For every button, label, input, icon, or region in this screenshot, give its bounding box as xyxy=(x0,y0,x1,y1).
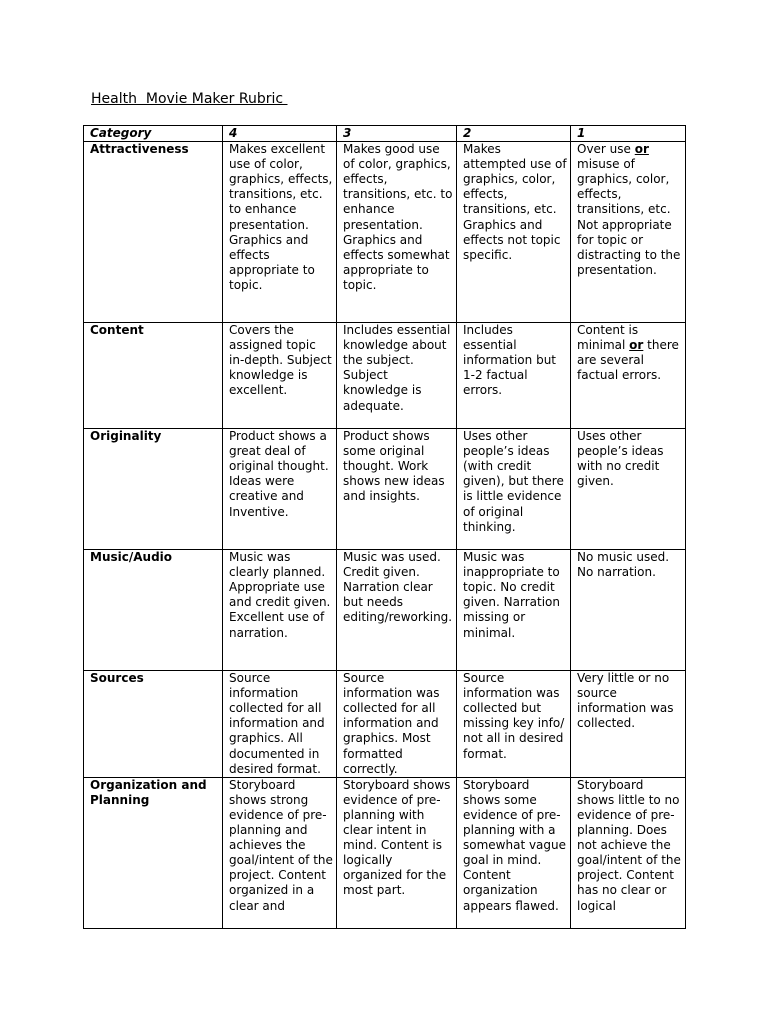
category-originality: Originality xyxy=(84,429,223,550)
category-attractiveness: Attractiveness xyxy=(84,142,223,323)
row-sources xyxy=(84,671,686,778)
cell-originality-4: Product shows a great deal of original thought. Ideas were creative and Inventive. xyxy=(223,429,337,550)
cell-originality-3: Product shows some original thought. Work shows new ideas and insights. xyxy=(337,429,457,550)
category-music-audio: Music/Audio xyxy=(84,550,223,671)
row-organization-planning xyxy=(84,777,686,928)
cell-content-3: Includes essential knowledge about the subject. Subject knowledge is adequate. xyxy=(337,323,457,429)
cell-music-audio-2: Music was inappropriate to topic. No credit given. Narration missing or minimal. xyxy=(457,550,571,671)
emphasis-or: or xyxy=(629,338,644,353)
category-content: Content xyxy=(84,323,223,429)
header-score-3: 3 xyxy=(337,126,457,142)
cell-content-4: Covers the assigned topic in-depth. Subject knowledge is excellent. xyxy=(223,323,337,429)
row-music-audio xyxy=(84,550,686,671)
cell-originality-2: Uses other people’s ideas (with credit given), but there is little evidence of original thinking. xyxy=(457,429,571,550)
category-sources: Sources xyxy=(84,671,223,778)
cell-music-audio-4: Music was clearly planned. Appropriate use and credit given. Excellent use of narration. xyxy=(223,550,337,671)
category-organization-planning: Organization and Planning xyxy=(84,777,223,928)
cell-organization-planning-2: Storyboard shows some evidence of pre-planning with a somewhat vague goal in mind. Content organization appears flawed. xyxy=(457,777,571,928)
document-title: Health Movie Maker Rubric xyxy=(91,91,288,107)
cell-sources-4: Source information collected for all information and graphics. All documented in desired format. xyxy=(223,671,337,778)
cell-attractiveness-3: Makes good use of color, graphics, effects, transitions, etc. to enhance presentation. Graphics and effects somewhat appropriate to topic. xyxy=(337,142,457,323)
cell-content-1: Content is minimal or there are several factual errors. xyxy=(571,323,686,429)
header-score-1: 1 xyxy=(571,126,686,142)
cell-sources-1: Very little or no source information was collected. xyxy=(571,671,686,778)
header-score-4: 4 xyxy=(223,126,337,142)
cell-attractiveness-4: Makes excellent use of color, graphics, effects, transitions, etc. to enhance presentation. Graphics and effects appropriate to topic. xyxy=(223,142,337,323)
header-category: Category xyxy=(84,126,223,142)
row-content xyxy=(84,323,686,429)
cell-organization-planning-4: Storyboard shows strong evidence of pre-planning and achieves the goal/intent of the project. Content organized in a clear and xyxy=(223,777,337,928)
row-attractiveness xyxy=(84,142,686,323)
cell-sources-3: Source information was collected for all information and graphics. Most formatted correctly. xyxy=(337,671,457,778)
cell-attractiveness-2: Makes attempted use of graphics, color, effects, transitions, etc. Graphics and effects not topic specific. xyxy=(457,142,571,323)
emphasis-or: or xyxy=(634,142,649,157)
cell-music-audio-3: Music was used. Credit given. Narration clear but needs editing/reworking. xyxy=(337,550,457,671)
cell-sources-2: Source information was collected but missing key info/ not all in desired format. xyxy=(457,671,571,778)
cell-organization-planning-1: Storyboard shows little to no evidence of pre-planning. Does not achieve the goal/intent of the project. Content has no clear or logical xyxy=(571,777,686,928)
cell-content-2: Includes essential information but 1-2 factual errors. xyxy=(457,323,571,429)
cell-originality-1: Uses other people’s ideas with no credit given. xyxy=(571,429,686,550)
cell-organization-planning-3: Storyboard shows evidence of pre-planning with clear intent in mind. Content is logically organized for the most part. xyxy=(337,777,457,928)
header-row xyxy=(84,126,686,142)
rubric-table xyxy=(83,125,686,929)
cell-attractiveness-1: Over use or misuse of graphics, color, effects, transitions, etc. Not appropriate for topic or distracting to the presentation. xyxy=(571,142,686,323)
header-score-2: 2 xyxy=(457,126,571,142)
cell-music-audio-1: No music used. No narration. xyxy=(571,550,686,671)
row-originality xyxy=(84,429,686,550)
